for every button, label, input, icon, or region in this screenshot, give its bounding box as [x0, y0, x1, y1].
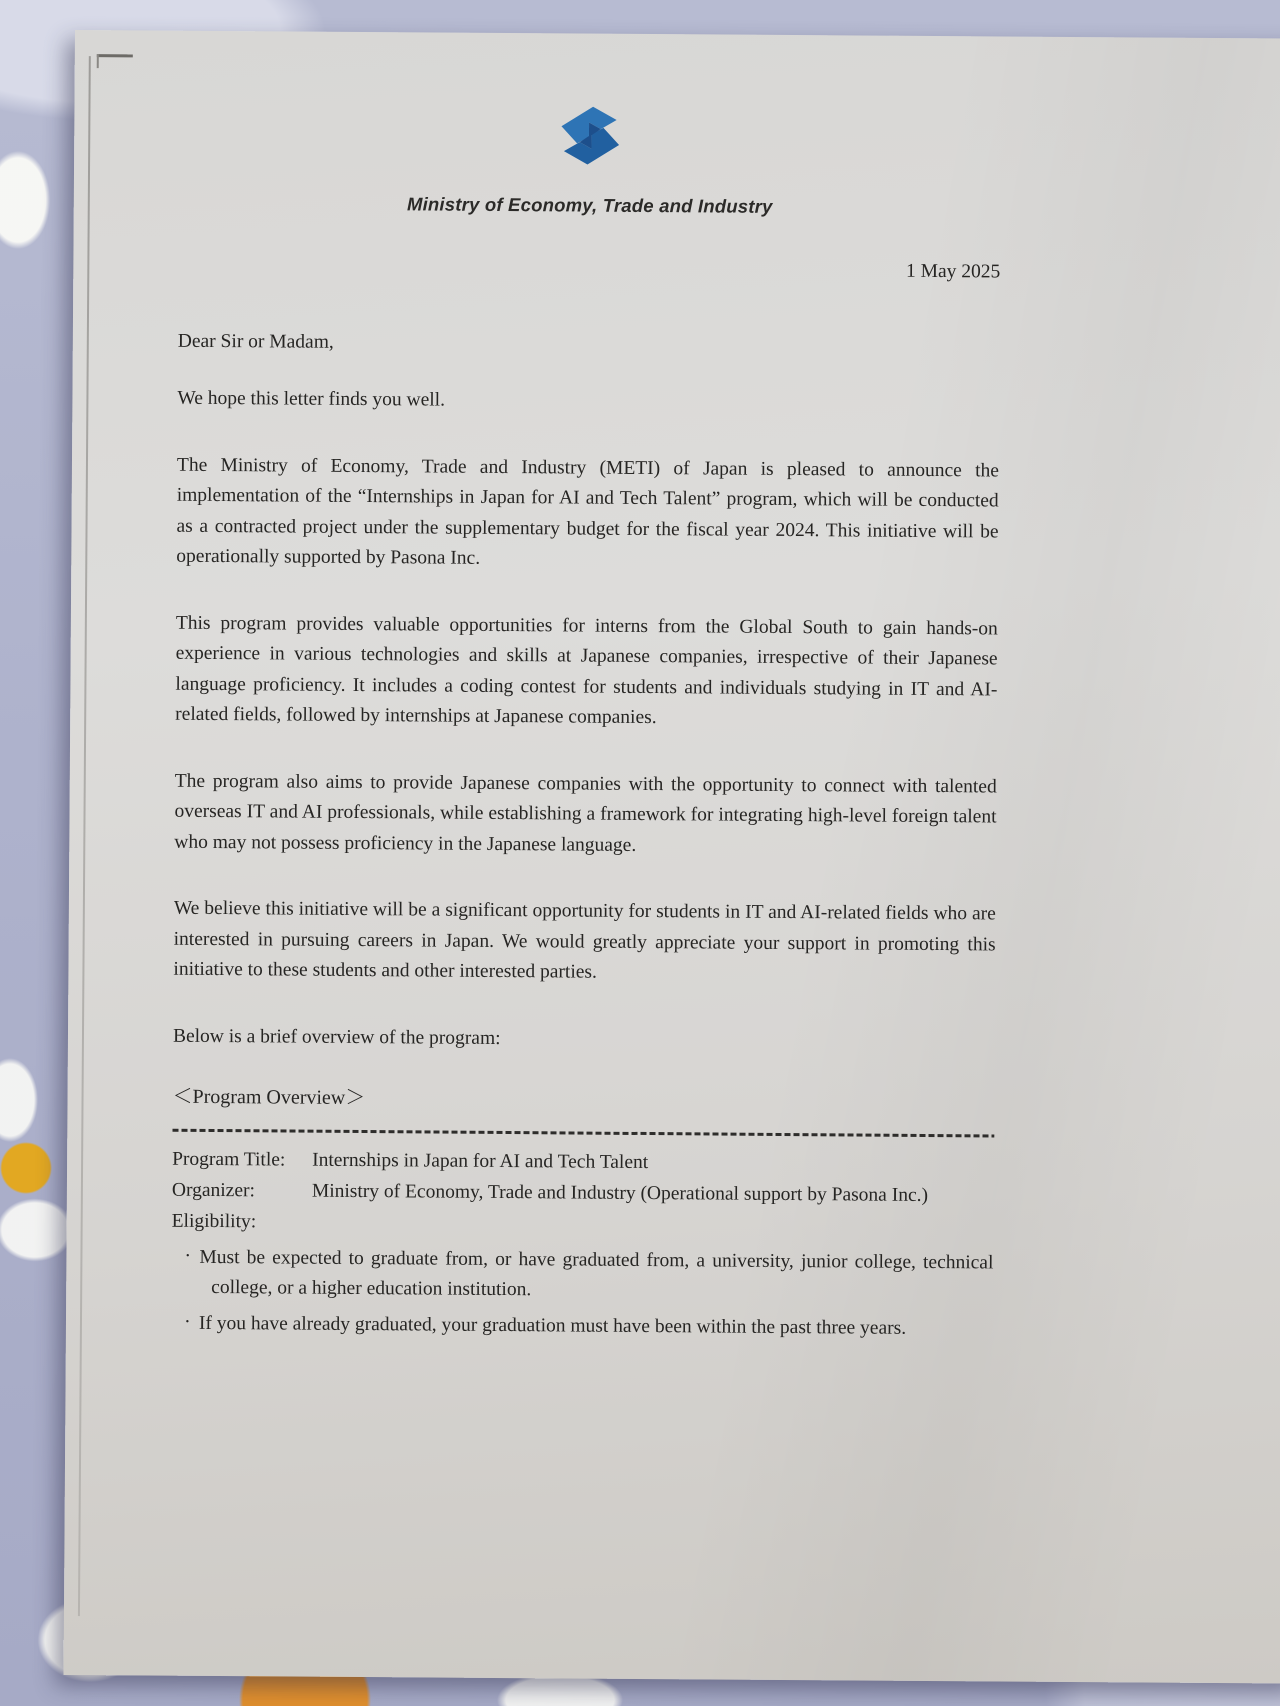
- field-value: Internships in Japan for AI and Tech Talent: [312, 1149, 649, 1173]
- bullet-text: If you have already graduated, your graduation must have been within the past three years.: [198, 1312, 907, 1339]
- eligibility-bullets: [171, 1242, 994, 1344]
- field-label: Organizer:: [171, 1179, 256, 1201]
- paragraph-1: The Ministry of Economy, Trade and Industry (METI) of Japan is pleased to announce the implementation of the “Internships in Japan for AI and Tech Talent” program, which will be conducted as a contracted project under the supplementary budget for the fiscal year 2024. This initiative will be operationally supported by Pasona Inc.: [176, 454, 1000, 569]
- field-value: Ministry of Economy, Trade and Industry (Operational support by Pasona Inc.): [311, 1180, 929, 1206]
- overview-heading: ＜Program Overview＞: [172, 1085, 366, 1110]
- corner-mark-vertical: [97, 54, 99, 68]
- opening-line: We hope this letter finds you well.: [177, 387, 446, 411]
- paragraph-2: This program provides valuable opportunities for interns from the Global South to gain hands-on experience in various technologies and skills at Japanese companies, irrespective of their Japanese language proficiency. It includes a coding contest for students and individuals studying in IT and AI-related fields, followed by internships at Japanese companies.: [175, 612, 998, 729]
- paragraph-4: We believe this initiative will be a significant opportunity for students in IT and AI-related fields who are interested in pursuing careers in Japan. We would greatly appreciate your support in promoting this initiative to these students and other interested parties.: [173, 897, 996, 983]
- bullet-dot: ·: [183, 1310, 191, 1333]
- corner-mark-horizontal: [97, 54, 133, 57]
- field-row-eligibility: [172, 1205, 994, 1242]
- field-value: [312, 1206, 994, 1242]
- bullet-dot: ·: [184, 1244, 192, 1267]
- meti-logo-icon: [544, 161, 636, 183]
- salutation: Dear Sir or Madam,: [177, 330, 334, 353]
- letter-date: 1 May 2025: [906, 260, 1001, 283]
- overview-intro: Below is a brief overview of the program:: [172, 1025, 501, 1049]
- org-name: Ministry of Economy, Trade and Industry: [406, 192, 773, 217]
- field-label: Program Title:: [172, 1148, 286, 1170]
- paragraph-3: The program also aims to provide Japanese companies with the opportunity to connect with talented overseas IT and AI professionals, while establishing a framework for integrating high-level foreign talent who may not possess proficiency in the Japanese language.: [174, 770, 997, 856]
- bullet-item: [171, 1308, 993, 1344]
- field-label: Eligibility:: [171, 1210, 257, 1232]
- letterhead: [179, 91, 1002, 224]
- program-fields: [172, 1143, 995, 1242]
- page-edge-line: [78, 56, 91, 1616]
- dashed-divider: [172, 1128, 994, 1137]
- corner-mark: [97, 54, 133, 68]
- bullet-text: Must be expected to graduate from, or have graduated from, a university, junior college, technical college, or a higher education institution.: [199, 1246, 994, 1301]
- letter-page: [64, 30, 1280, 1684]
- letter-content: [171, 31, 1002, 1345]
- bullet-item: [171, 1242, 993, 1309]
